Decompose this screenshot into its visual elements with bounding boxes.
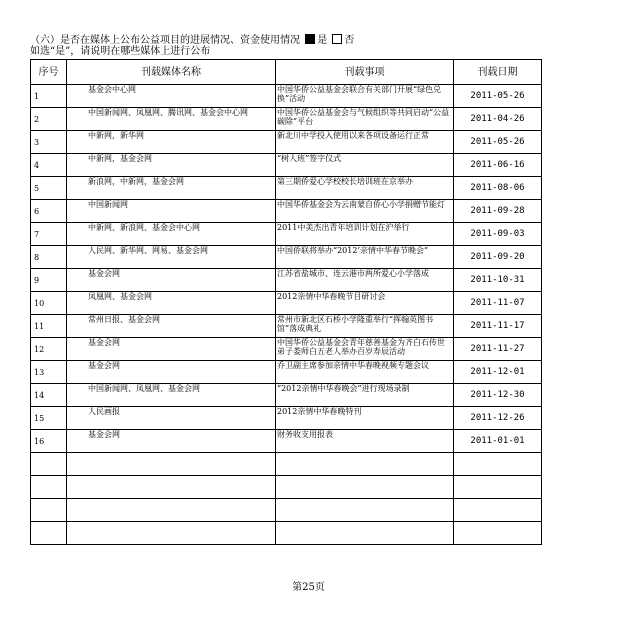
table-row: [31, 85, 542, 108]
row-date: 2011-04-26: [454, 108, 542, 131]
table-row: [31, 407, 542, 430]
row-date: 2011-05-26: [454, 85, 542, 108]
row-item: 中国侨联将举办“2012’亲情中华春节晚会”: [276, 246, 454, 269]
blank-cell: [31, 522, 67, 545]
row-date: 2011-11-17: [454, 315, 542, 338]
media-table: [30, 59, 542, 545]
row-item: 第三期侨爱心学校校长培训班在京举办: [276, 177, 454, 200]
table-row: [31, 154, 542, 177]
row-media: 基金会网: [67, 430, 276, 453]
row-number: 14: [31, 384, 67, 407]
row-number: 15: [31, 407, 67, 430]
row-item: 中国华侨公益基金会联合有关部门开展“绿色兑换”活动: [276, 85, 454, 108]
row-date: 2011-12-30: [454, 384, 542, 407]
blank-row: [31, 499, 542, 522]
blank-cell: [67, 499, 276, 522]
blank-row: [31, 522, 542, 545]
blank-cell: [276, 522, 454, 545]
table-row: [31, 246, 542, 269]
row-item: 新北川中学投入使用以来各项设备运行正常: [276, 131, 454, 154]
row-media: 中国新闻网、凤凰网、腾讯网、基金会中心网: [67, 108, 276, 131]
table-row: [31, 131, 542, 154]
row-date: 2011-01-01: [454, 430, 542, 453]
row-date: 2011-11-27: [454, 338, 542, 361]
row-item: “树人班”签字仪式: [276, 154, 454, 177]
row-media: 中新网，新华网: [67, 131, 276, 154]
row-item: 2011中美杰出青年培训计划在沪举行: [276, 223, 454, 246]
row-media: 基金会中心网: [67, 85, 276, 108]
row-media: 中新网、新浪网、基金会中心网: [67, 223, 276, 246]
row-media: 凤凰网、基金会网: [67, 292, 276, 315]
table-row: [31, 292, 542, 315]
row-number: 11: [31, 315, 67, 338]
no-label: 否: [344, 35, 355, 46]
row-media: 常州日报、基金会网: [67, 315, 276, 338]
table-row: [31, 223, 542, 246]
table-row: [31, 361, 542, 384]
row-item: 乔卫副主席参加亲情中华春晚视频专题会议: [276, 361, 454, 384]
row-media: 基金会网: [67, 269, 276, 292]
row-number: 12: [31, 338, 67, 361]
row-date: 2011-12-26: [454, 407, 542, 430]
row-date: 2011-12-01: [454, 361, 542, 384]
row-number: 10: [31, 292, 67, 315]
row-date: 2011-09-20: [454, 246, 542, 269]
page-number: 第25页: [292, 582, 325, 593]
yes-checkbox[interactable]: [305, 34, 315, 44]
blank-cell: [67, 453, 276, 476]
row-number: 9: [31, 269, 67, 292]
row-item: 2012亲情中华春晚特刊: [276, 407, 454, 430]
row-date: 2011-11-07: [454, 292, 542, 315]
row-item: 财务收支用报表: [276, 430, 454, 453]
header-date: 刊载日期: [454, 60, 542, 85]
row-item: 常州市新北区石桥小学隆重举行“挥翰英图书馆”落成典礼: [276, 315, 454, 338]
header-item: 刊载事项: [276, 60, 454, 85]
table-row: [31, 108, 542, 131]
row-number: 4: [31, 154, 67, 177]
yes-label: 是: [317, 35, 328, 46]
blank-cell: [276, 476, 454, 499]
blank-cell: [276, 453, 454, 476]
table-row: [31, 200, 542, 223]
row-number: 16: [31, 430, 67, 453]
blank-cell: [67, 522, 276, 545]
table-row: [31, 269, 542, 292]
row-media: 基金会网: [67, 361, 276, 384]
header-media: 刊载媒体名称: [67, 60, 276, 85]
row-item: 江苏省盐城市、连云港市两所爱心小学落成: [276, 269, 454, 292]
blank-cell: [454, 453, 542, 476]
row-date: 2011-05-26: [454, 131, 542, 154]
row-date: 2011-09-03: [454, 223, 542, 246]
blank-row: [31, 476, 542, 499]
row-media: 中新网，基金会网: [67, 154, 276, 177]
no-checkbox[interactable]: [332, 34, 342, 44]
row-number: 7: [31, 223, 67, 246]
row-number: 2: [31, 108, 67, 131]
blank-cell: [67, 476, 276, 499]
table-row: [31, 384, 542, 407]
row-media: 新浪网，中新网，基金会网: [67, 177, 276, 200]
table-row: [31, 338, 542, 361]
row-item: 中国华侨公益基金会与气候组织等共同启动“公益碳除”平台: [276, 108, 454, 131]
row-media: 人民网、新华网、网易、基金会网: [67, 246, 276, 269]
row-date: 2011-10-31: [454, 269, 542, 292]
blank-cell: [31, 476, 67, 499]
row-item: 中国华侨公益基金会青年慈善基金为齐白石传世弟子娄师白五老人举办百岁寿辰活动: [276, 338, 454, 361]
row-number: 1: [31, 85, 67, 108]
row-media: 基金会网: [67, 338, 276, 361]
question-followup: 如选“是”，请说明在哪些媒体上进行公布: [30, 46, 211, 57]
row-number: 8: [31, 246, 67, 269]
blank-cell: [454, 499, 542, 522]
row-item: “2012亲情中华春晚会”进行现场录制: [276, 384, 454, 407]
header-no: 序号: [31, 60, 67, 85]
table-row: [31, 315, 542, 338]
row-date: 2011-06-16: [454, 154, 542, 177]
row-number: 13: [31, 361, 67, 384]
row-item: 中国华侨基金会为云南蒙自侨心小学捐赠节能灯: [276, 200, 454, 223]
blank-cell: [31, 453, 67, 476]
row-number: 3: [31, 131, 67, 154]
row-media: 人民画报: [67, 407, 276, 430]
question-text: （六）是否在媒体上公布公益项目的进展情况、资金使用情况: [30, 35, 300, 46]
row-date: 2011-09-28: [454, 200, 542, 223]
blank-cell: [454, 476, 542, 499]
table-row: [31, 430, 542, 453]
row-item: 2012亲情中华春晚节目研讨会: [276, 292, 454, 315]
table-header-row: [31, 60, 542, 85]
blank-cell: [454, 522, 542, 545]
table-row: [31, 177, 542, 200]
row-number: 5: [31, 177, 67, 200]
blank-cell: [276, 499, 454, 522]
row-media: 中国新闻网、凤凰网、基金会网: [67, 384, 276, 407]
row-media: 中国新闻网: [67, 200, 276, 223]
blank-row: [31, 453, 542, 476]
row-date: 2011-08-06: [454, 177, 542, 200]
blank-cell: [31, 499, 67, 522]
row-number: 6: [31, 200, 67, 223]
